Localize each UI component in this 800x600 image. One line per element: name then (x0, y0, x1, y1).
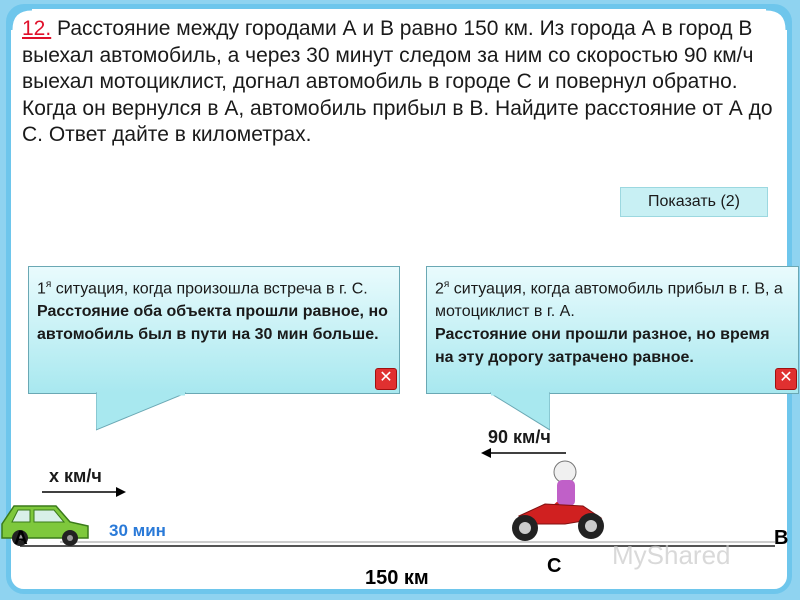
show-answer-button[interactable]: Показать (2) (620, 187, 768, 217)
problem-body: Расстояние между городами А и В равно 150 км. Из города А в город В выехал автомобиль, а через 30 минут следом за ним со скоростью 90 км/ч выехал мотоциклист, догнал автомобиль в городе С и повернул обратно. Когда он вернулся в А, автомобиль прибыл в В. Найдите расстояние от А до С. Ответ дайте в километрах. (22, 17, 773, 146)
distance-label: 150 км (365, 567, 429, 589)
callout-tail-1 (96, 392, 186, 432)
problem-text (22, 16, 782, 149)
situation-2-callout (426, 266, 799, 394)
situation-2-suffix: я (443, 279, 450, 290)
situation-1-suffix: я (45, 279, 52, 290)
situation-2-text: ситуация, когда автомобиль прибыл в г. В, а мотоциклист в г. А. (435, 280, 783, 321)
close-callout-1-button[interactable]: ✕ (375, 368, 397, 390)
point-c-label: С (547, 555, 562, 577)
moto-speed-label: 90 км/ч (488, 427, 551, 447)
situation-1-callout (28, 266, 400, 394)
situation-1-bold-text: Расстояние оба объекта прошли равное, но автомобиль был в пути на 30 мин больше. (37, 303, 388, 344)
car-speed-label: x км/ч (49, 466, 102, 486)
watermark: MyShared (612, 540, 731, 570)
delay-label: 30 мин (109, 521, 166, 540)
problem-number: 12. (22, 17, 52, 40)
point-b-label: В (774, 527, 789, 549)
situation-2-number: 2 (435, 280, 444, 298)
point-a-label: А (14, 528, 28, 549)
callout-tail-2 (490, 392, 550, 432)
motorcyclist-icon (505, 458, 609, 544)
close-callout-2-button[interactable]: ✕ (775, 368, 797, 390)
situation-2-bold-text: Расстояние они прошли разное, но время на эту дорогу затрачено равное. (435, 326, 770, 367)
situation-1-number: 1 (37, 280, 46, 298)
situation-1-text: ситуация, когда произошла встреча в г. С. (51, 280, 368, 298)
